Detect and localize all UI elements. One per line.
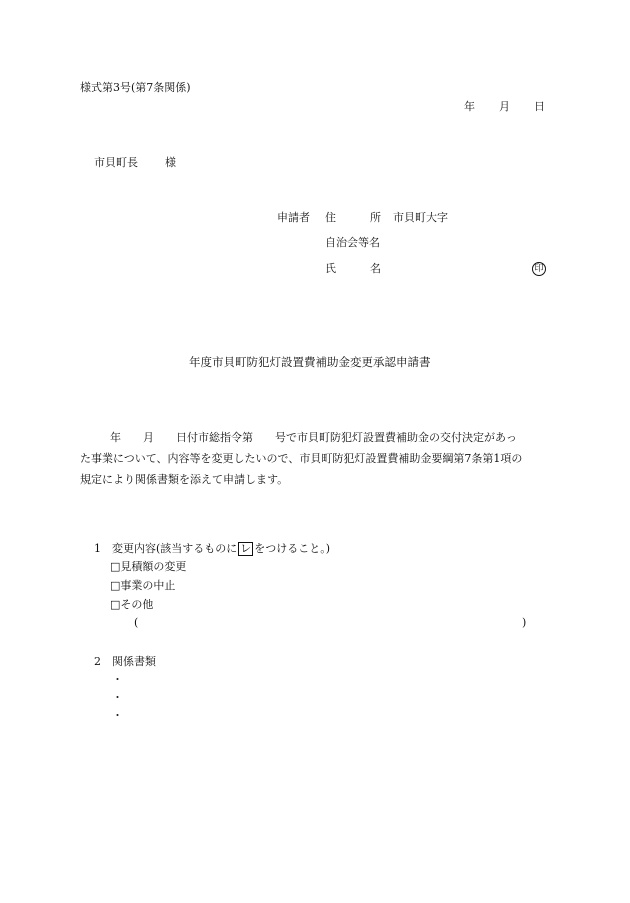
date-month-label: 月 [499, 100, 510, 113]
section2-heading: 関係書類 [112, 655, 156, 668]
address-label-first: 住 [325, 211, 336, 224]
date-year-label: 年 [464, 100, 475, 113]
option-label: 事業の中止 [120, 579, 176, 592]
option-other[interactable] [110, 598, 153, 612]
date-day-label: 日 [534, 100, 545, 113]
body-line: た事業について、内容等を変更したいので、市貝町防犯灯設置費補助金要綱第7条第1項の [80, 452, 523, 465]
applicant-label: 申請者 [277, 211, 310, 224]
addressee-honorific: 様 [165, 156, 176, 169]
other-paren-close: ) [522, 616, 527, 629]
name-label-first: 氏 [325, 262, 336, 275]
seal-mark-icon [532, 261, 546, 276]
other-paren-open: ( [134, 616, 139, 629]
section1-heading-before: 変更内容(該当するものに [112, 542, 238, 555]
org-name-label: 自治会等名 [325, 236, 380, 249]
addressee-name: 市貝町長 [94, 156, 138, 169]
document-title: 年度市貝町防犯灯設置費補助金変更承認申請書 [189, 355, 431, 369]
name-label-second: 名 [370, 262, 381, 275]
checkbox-icon[interactable]: □ [110, 598, 121, 611]
body-paragraph [80, 427, 550, 490]
bullet-item: ・ [112, 709, 123, 722]
option-project-cancel[interactable] [110, 579, 175, 593]
option-estimate-change[interactable] [110, 560, 186, 574]
bullet-item: ・ [112, 673, 123, 686]
checkbox-icon[interactable]: □ [110, 579, 121, 592]
option-label: 見積額の変更 [120, 560, 187, 573]
check-mark-example: レ [240, 542, 252, 555]
option-label: その他 [120, 598, 154, 611]
section1-heading-after: をつけること。) [254, 542, 331, 555]
section1-number: 1 [94, 542, 101, 555]
section1-heading [112, 542, 330, 556]
seal-mark-text: 印 [532, 262, 546, 276]
section2-number: 2 [94, 655, 101, 668]
body-line: 規定により関係書類を添えて申請します。 [80, 473, 289, 486]
bullet-item: ・ [112, 691, 123, 704]
form-number: 様式第3号(第7条関係) [80, 81, 191, 94]
address-value: 市貝町大字 [393, 211, 448, 224]
body-line: 年 月 日付市総指令第 号で市貝町防犯灯設置費補助金の交付決定があっ [110, 431, 517, 444]
address-label-second: 所 [370, 211, 381, 224]
checkbox-icon[interactable]: □ [110, 560, 121, 573]
